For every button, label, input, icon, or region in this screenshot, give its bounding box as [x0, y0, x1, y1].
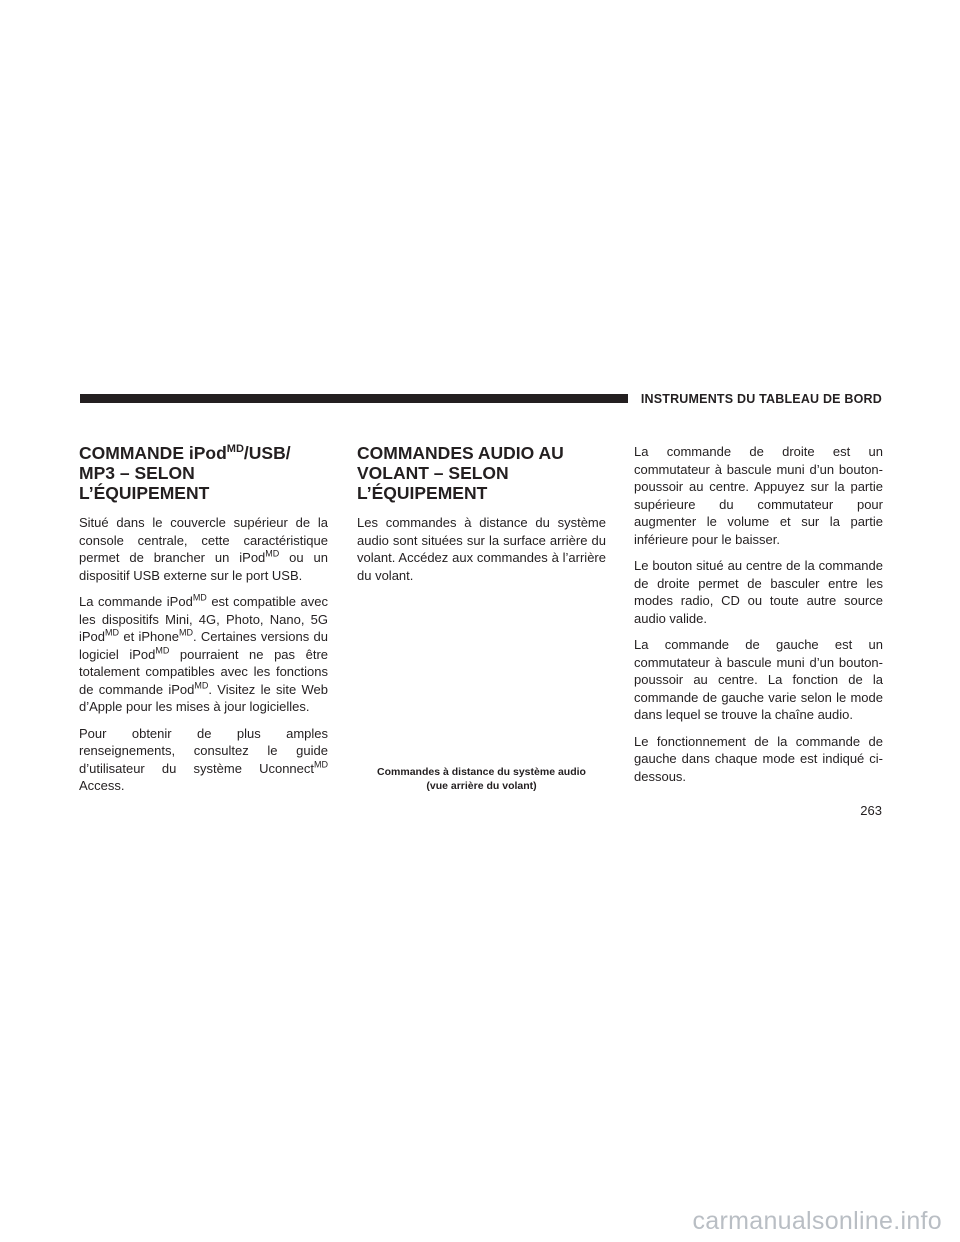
heading-text: COMMANDES AUDIO AU	[357, 443, 564, 463]
column-steering-audio	[357, 443, 606, 793]
text: . Certaines versions du logiciel iPod	[79, 629, 329, 662]
heading-text: COMMANDE iPod	[79, 443, 227, 463]
watermark: carmanualsonline.info	[692, 1207, 942, 1235]
heading-steering-audio	[357, 443, 606, 503]
text: Situé dans le couvercle supérieur de la console centrale, cette caractéristique permet de brancher un iPod	[79, 515, 328, 565]
trademark-sup: MD	[265, 548, 280, 559]
trademark-sup: MD	[178, 627, 193, 638]
text: La commande iPod	[79, 594, 193, 609]
heading-text: L’ÉQUIPEMENT	[357, 483, 488, 503]
text: pourraient ne pas être totalement compatibles avec les fonctions de commande iPod	[79, 646, 328, 697]
paragraph: La commande de droite est un commutateur à bascule muni d’un bouton-poussoir au centre. Appuyez sur la partie supérieure du commutateur pour augmenter le volume et sur la partie inférieure pour le baisser.	[634, 444, 883, 547]
text: ou un dispositif USB externe sur le port USB.	[79, 550, 328, 583]
text: est compatible avec les dispositifs Mini, 4G, Photo, Nano, 5G iPod	[79, 594, 328, 644]
caption-line: (vue arrière du volant)	[426, 780, 537, 792]
trademark-sup: MD	[105, 627, 120, 638]
paragraph: Les commandes à distance du système audio sont situées sur la surface arrière du volant. Accédez aux commandes à l’arrière du volant.	[357, 515, 606, 583]
column-ipod-usb	[79, 443, 328, 804]
section-header: INSTRUMENTS DU TABLEAU DE BORD	[640, 392, 882, 406]
page-number: 263	[860, 803, 882, 818]
heading-ipod-usb	[79, 443, 328, 503]
paragraph: Le fonctionnement de la commande de gauche dans chaque mode est indiqué ci-dessous.	[634, 733, 883, 784]
paragraph: Le bouton situé au centre de la commande de droite permet de basculer entre les modes radio, CD ou toute autre source audio valide.	[634, 558, 883, 626]
trademark-sup: MD	[226, 443, 244, 456]
figure-caption	[357, 765, 606, 793]
paragraph	[79, 725, 328, 795]
trademark-sup: MD	[155, 645, 170, 656]
header-rule	[80, 394, 628, 403]
column-controls-description	[634, 443, 883, 794]
heading-text: MP3 – SELON L’ÉQUIPEMENT	[79, 463, 210, 503]
trademark-sup: MD	[314, 759, 328, 770]
text: . Visitez le site Web d’Apple pour les mises à jour logicielles.	[79, 681, 328, 714]
text: et iPhone	[119, 629, 179, 644]
paragraph	[79, 593, 328, 716]
paragraph	[79, 514, 328, 584]
paragraph: La commande de gauche est un commutateur à bascule muni d’un bouton-poussoir au centre. La fonction de la commande de gauche varie selon le mode dans lequel se trouve la chaîne audio.	[634, 637, 883, 722]
text: Pour obtenir de plus amples renseignements, consultez le guide d’utilisateur du système Uconnect	[79, 725, 328, 776]
figure-placeholder	[357, 593, 606, 765]
heading-text: VOLANT – SELON	[357, 463, 509, 483]
trademark-sup: MD	[194, 680, 209, 691]
text: Access.	[79, 778, 125, 793]
trademark-sup: MD	[192, 592, 207, 603]
caption-line: Commandes à distance du système audio	[377, 766, 586, 778]
heading-text: /USB/	[243, 443, 291, 463]
